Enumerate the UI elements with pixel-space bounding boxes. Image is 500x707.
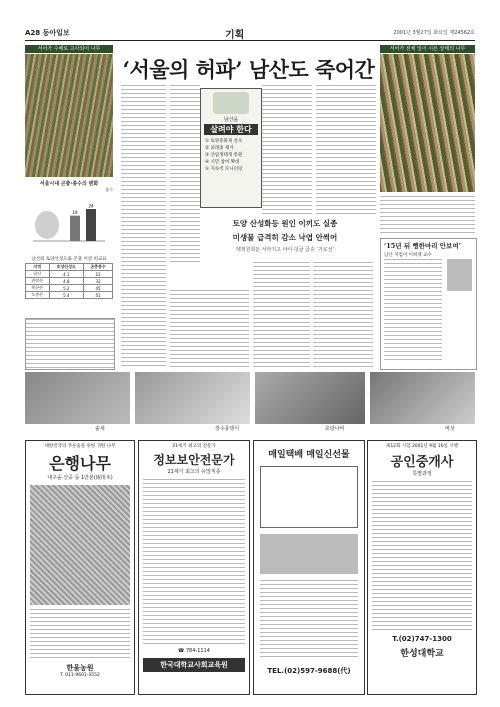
ad-delivery-notice [260,466,358,528]
table-cell: 45 [83,285,112,292]
center-info-box [200,88,262,208]
column-title: ‘15년 뒤 뻥한마리 안보여’ [384,242,461,250]
ad-delivery-truck [260,534,358,574]
table-cell: 5.2 [49,285,83,292]
table-cell: 32 [83,278,112,285]
left-list-box [25,318,115,370]
column-byline: 남산 지킴이 이희재 교수 [384,253,432,258]
insect-bar-chart [25,193,113,248]
ad-security-subtitle: 21세기 최고의 유망직종 [167,469,221,475]
chart-value-label: 19 [72,210,78,216]
table-header: 지역 [26,264,50,271]
table-row [26,292,113,299]
box-item: ⑤ 지속적 모니터링 [205,167,243,172]
article-column-6 [313,262,373,368]
box-item: ③ 산림생태계 복원 [205,153,243,158]
table-cell: 51 [83,292,112,299]
article-column-2b [170,290,249,370]
beetle-photo [135,372,250,424]
left-photo-caption: 서어가 수해로 고사되어 나무 [25,45,113,53]
subhead-1: 토양 산성화등 원인 이끼도 실종 [232,219,338,228]
table-row [26,278,113,285]
box-label: 남산을 [223,117,239,123]
article-column-3a [262,85,312,215]
mushroom-photo [370,372,475,424]
insect-chart-box [25,180,113,252]
ad-tree-title: 은행나무 [49,454,111,473]
right-forest-photo [380,54,475,192]
table-cell: 관악산 [26,278,50,285]
ad-delivery-phone: TEL.(02)597-9688(代) [267,667,351,675]
headline: ‘서울의 허파’ 남산도 죽어간 [122,57,375,82]
chart-unit: 종수 [105,187,113,192]
table-cell: 5.4 [49,292,83,299]
ad-delivery-title: 매일택배 매일신선물 [268,450,350,460]
ad-tree-top: 대한민국의 푸른숲을 위한 귀한 나무 [44,444,116,449]
box-item: ④ 시민 참여 확대 [205,160,240,165]
photo-caption: 장수풍뎅이 [215,426,240,432]
table-cell: 23 [83,271,112,278]
ad-security-phone: ☎ 784-1114 [178,648,210,654]
page-number: A28 동아일보 [25,29,70,37]
left-forest-photo [25,54,113,177]
article-column-5 [253,262,310,368]
subhead-block [200,218,370,253]
ad-tree-text [30,609,130,659]
bird-photo [25,372,130,424]
photo-caption: 호랑나비 [325,426,345,432]
ad-broker-title: 공인중개사 [390,455,454,470]
chart-title: 서울시내 곤충·종수의 변화 [39,181,99,187]
table-cell: 4.1 [49,271,83,278]
right-photo-caption: 서어가 전체 잎이 시든 상태의 나무 [380,45,475,53]
bug-illustration [35,211,59,239]
ad-broker-school: 한성대학교 [400,649,444,659]
mascot-illustration [213,92,249,114]
ad-security[interactable] [138,440,250,695]
table-cell: 도봉산 [26,292,50,299]
ad-broker-tag: 특별과정 [412,471,432,477]
right-article-text [380,196,475,236]
subhead-2: 미생물 급격히 감소 낙엽 안썩어 [232,233,338,242]
table-header: 토양산성도 [49,264,83,271]
table-header: 곤충종수 [83,264,112,271]
table-row [26,285,113,292]
table-cell: 북한산 [26,285,50,292]
table-row [26,271,113,278]
issue-date: 2001년 3월27일 화요일 제24562호 [393,30,475,36]
article-column-4a [316,85,376,215]
chart-bar [70,216,80,241]
photo-caption: 버섯 [445,426,455,432]
ad-security-school: 한국대학교사회교육원 [143,658,245,672]
article-column-1 [121,85,166,368]
box-item: ① 토양중화제 살포 [205,139,243,144]
ad-tree-phone: T. 011-9601-3552 [60,673,100,678]
ad-tree-company: 한울농원 [66,664,94,672]
photo-caption: 솔새 [95,426,105,432]
author-portrait [447,259,472,291]
box-title: 살려야 한다 [204,124,258,135]
ad-delivery-text [260,580,358,660]
table-cell: 4.8 [49,278,83,285]
chart-bar [86,209,96,241]
column-text [384,259,442,363]
article-column-2a [170,85,200,265]
ad-broker-top: 제12회 시험 2001년 9월 16일 시행 [385,444,459,449]
ad-broker[interactable] [367,440,477,695]
butterfly-photo [255,372,365,424]
subhead-3: 택정원희돈 서라지고 야이·덩굴 급증 ‘기로선’ [235,247,335,253]
ad-delivery[interactable] [253,440,365,695]
ad-tree[interactable] [25,440,135,695]
ad-security-title: 정보보안전문가 [153,453,235,467]
table-cell: 남산 [26,271,50,278]
ad-broker-phone: T.(02)747-1300 [392,635,452,643]
ad-security-top: 21세기 최고의 전문가 [172,444,216,449]
column-box [380,238,477,370]
chart-value-label: 24 [88,203,94,209]
photo-strip [25,372,475,432]
soil-table-box [25,256,113,299]
table-caption: 남산의 토양산성도와 곤충 이전 비교표 [31,257,107,262]
ad-tree-subtitle: 대구숲 산중 등 1만본(琉用木) [47,475,113,481]
ad-tree-photo [30,485,130,605]
soil-table [25,263,113,299]
box-item: ② 외래종 제거 [205,146,234,151]
page-header [25,26,475,41]
ad-broker-text [372,481,472,631]
section-title: 기획 [225,30,245,41]
ad-security-text [143,479,245,644]
